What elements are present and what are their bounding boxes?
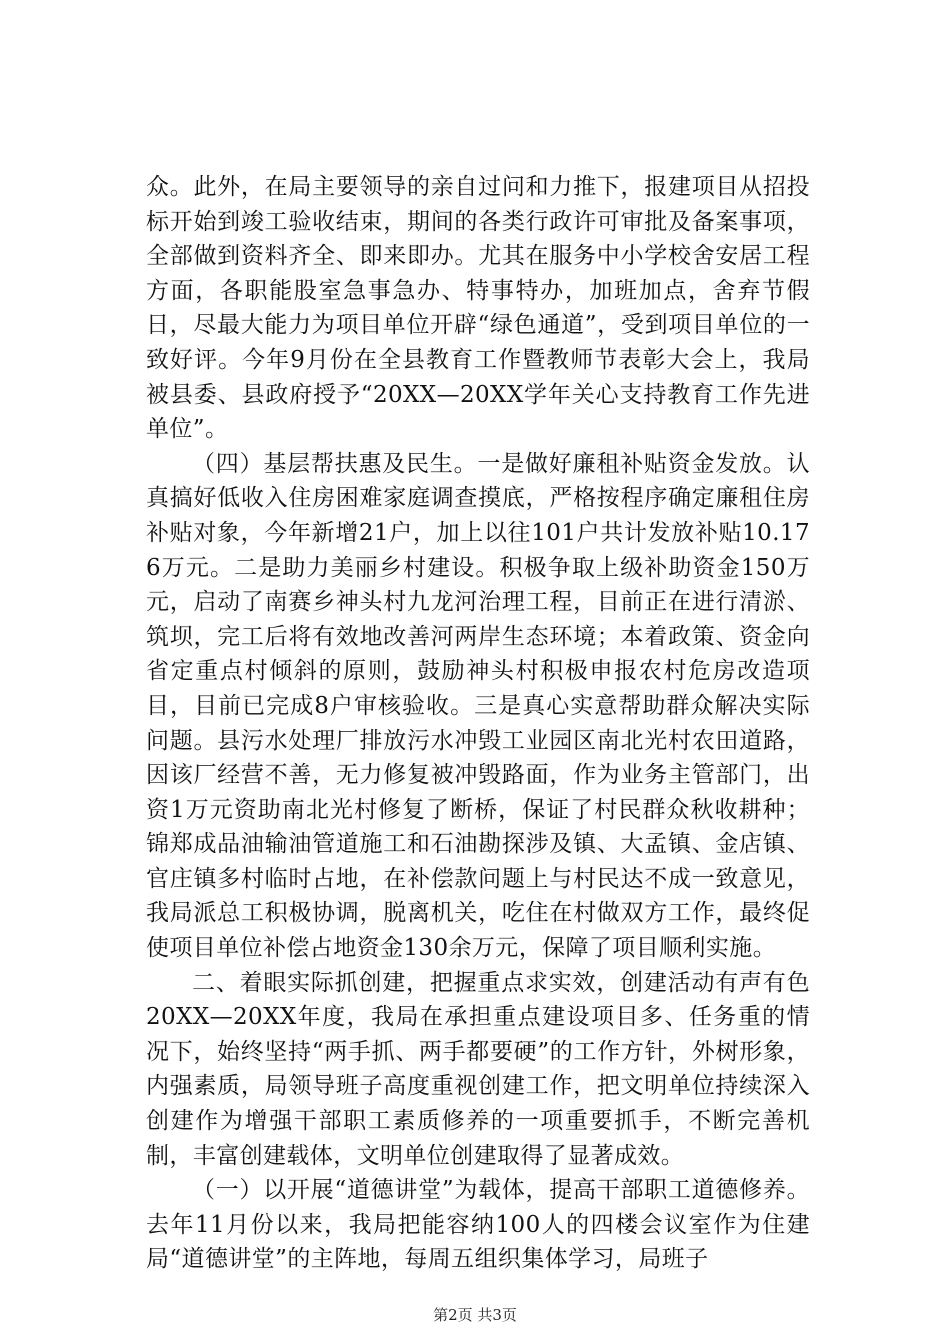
page-number-footer: 第2页 共3页 <box>433 1306 517 1324</box>
paragraph-2: （四）基层帮扶惠及民生。一是做好廉租补贴资金发放。认真搞好低收入住房困难家庭调查摸底，严格按程序确定廉租住房补贴对象，今年新增21户，加上以往101户共计发放补贴10.176万元。二是助力美丽乡村建设。积极争取上级补助资金150万元，启动了南赛乡神头村九龙河治理工程，目前正在进行清淤、筑坝，完工后将有效地改善河两岸生态环境；本着政策、资金向省定重点村倾斜的原则，鼓励神头村积极申报农村危房改造项目，目前已完成8户审核验收。三是真心实意帮助群众解决实际问题。县污水处理厂排放污水冲毁工业园区南北光村农田道路，因该厂经营不善，无力修复被冲毁路面，作为业务主管部门，出资1万元资助南北光村修复了断桥，保证了村民群众秋收耕种；锦郑成品油输油管道施工和石油勘探涉及镇、大孟镇、金店镇、官庄镇多村临时占地，在补偿款问题上与村民达不成一致意见，我局派总工积极协调，脱离机关，吃住在村做双方工作，最终促使项目单位补偿占地资金130余万元，保障了项目顺利实施。 <box>146 450 810 962</box>
paragraph-4: （一）以开展“道德讲堂”为载体，提高干部职工道德修养。去年11月份以来，我局把能容纳100人的四楼会议室作为住建局“道德讲堂”的主阵地，每周五组织集体学习，局班子 <box>146 1177 810 1273</box>
document-body <box>146 170 810 1277</box>
paragraph-1: 众。此外，在局主要领导的亲自过问和力推下，报建项目从招投标开始到竣工验收结束，期间的各类行政许可审批及备案事项，全部做到资料齐全、即来即办。尤其在服务中小学校舍安居工程方面，各职能股室急事急办、特事特办，加班加点，舍弃节假日，尽最大能力为项目单位开辟“绿色通道”，受到项目单位的一致好评。今年9月份在全县教育工作暨教师节表彰大会上，我局被县委、县政府授予“20XX—20XX学年关心支持教育工作先进单位”。 <box>146 174 810 443</box>
paragraph-3: 二、着眼实际抓创建，把握重点求实效，创建活动有声有色20XX—20XX年度，我局在承担重点建设项目多、任务重的情况下，始终坚持“两手抓、两手都要硬”的工作方针，外树形象，内强素质，局领导班子高度重视创建工作，把文明单位持续深入创建作为增强干部职工素质修养的一项重要抓手，不断完善机制，丰富创建载体，文明单位创建取得了显著成效。 <box>146 969 810 1169</box>
